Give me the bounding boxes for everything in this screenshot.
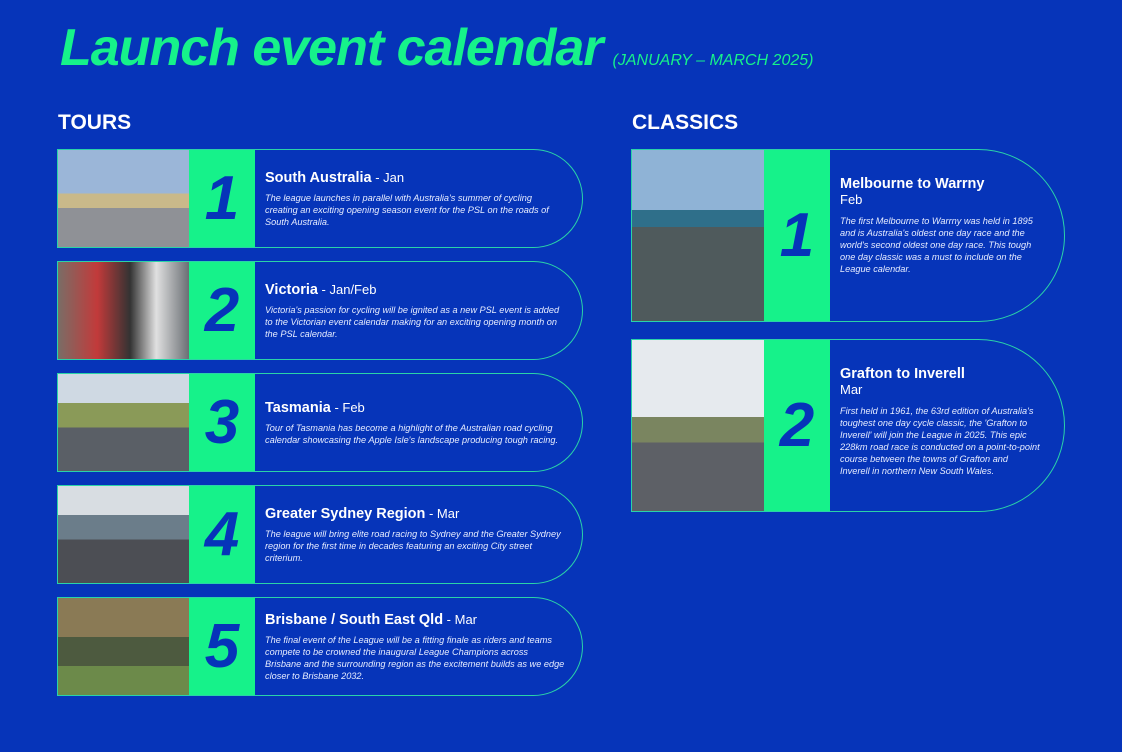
event-description: First held in 1961, the 63rd edition of Australia's toughest one day cycle classic, the 'Grafton to Inverell' will join the League in 2025. This epic 228km road race is conducted on a point-to-point course between the towns of Grafton and Inverell in northern New South Wales. [840,406,1040,476]
event-number: 1 [189,150,255,247]
event-description: Victoria's passion for cycling will be ignited as a new PSL event is added to the Victorian event calendar making for an exciting opening month on the PSL calendar. [265,304,560,339]
event-number: 2 [764,340,830,511]
event-month: - Jan [371,169,405,185]
tour-card [57,597,583,696]
event-name: Greater Sydney Region [265,505,426,522]
event-month: - Jan/Feb [317,281,377,297]
tour-card [57,149,583,248]
event-name: Grafton to Inverell [840,366,965,382]
event-month: - Mar [443,611,478,627]
event-name: Victoria [265,281,318,298]
event-month: - Feb [330,399,365,415]
event-photo [58,150,189,247]
event-name: South Australia [265,169,372,186]
event-photo [632,150,764,321]
page-subtitle: (JANUARY – MARCH 2025) [612,52,814,69]
tour-card [57,373,583,472]
event-number: 5 [189,598,255,695]
tour-card [57,485,583,584]
event-description: The league launches in parallel with Australia's summer of cycling creating an exciting opening season event for the PSL on the roads of South Australia. [265,192,549,227]
event-photo [58,374,189,471]
event-description: Tour of Tasmania has become a highlight of the Australian road cycling calendar showcasing the Apple Isle's landscape producing tough racing. [265,422,559,445]
event-number: 4 [189,486,255,583]
event-month: Mar [840,382,863,397]
event-name: Melbourne to Warrny [840,176,985,192]
classics-heading: CLASSICS [632,111,739,134]
page-header [60,18,813,78]
event-month: - Mar [425,505,460,521]
tour-card [57,261,583,360]
event-description: The first Melbourne to Warrny was held in 1895 and is Australia's oldest one day race and the world's second oldest one day race. This tough one day classic was a must to include on the League calendar. [840,216,1033,274]
page-title: Launch event calendar [60,19,603,77]
event-description: The league will bring elite road racing to Sydney and the Greater Sydney region for the first time in decades featuring an exciting City street criterium. [265,528,561,563]
event-photo [58,486,189,583]
event-photo [632,340,764,511]
event-number: 3 [189,374,255,471]
event-month: Feb [840,192,863,207]
event-photo [58,262,189,359]
event-number: 1 [764,150,830,321]
event-description: The final event of the League will be a fitting finale as riders and teams compete to be crowned the inaugural League Champions across Brisbane and the surrounding region as the excitement builds as we edge closer to Brisbane 2032. [265,634,565,681]
tours-heading: TOURS [58,111,132,134]
classic-card [631,149,1065,322]
classic-card [631,339,1065,512]
event-name: Brisbane / South East Qld [265,611,444,628]
event-number: 2 [189,262,255,359]
event-photo [58,598,189,695]
event-name: Tasmania [265,399,331,416]
